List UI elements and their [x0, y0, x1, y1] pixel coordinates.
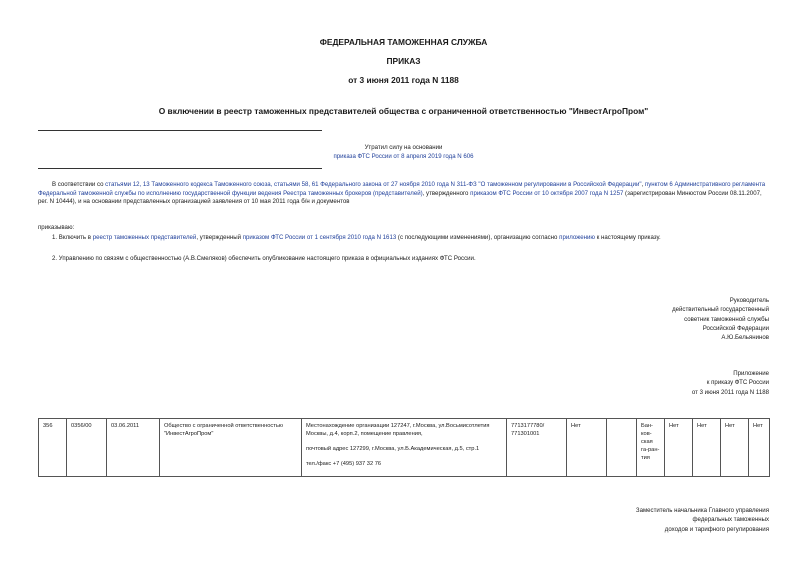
cell-col7: [607, 419, 637, 477]
item-1-text: к настоящему приказу.: [594, 234, 661, 241]
order-1257-link[interactable]: приказом ФТС России от 10 октября 2007 года N 1257: [470, 189, 624, 197]
preamble-text: ,: [641, 181, 645, 188]
address-location: Местонахождение организации 127247, г.Москва, ул.Восьмисотлетия Москвы, д.4, корп.2, помещение правления,: [306, 423, 490, 437]
signature-line: действительный государственный: [672, 306, 769, 314]
cell-col6: Нет: [567, 419, 607, 477]
address-phone: тел./факс +7 (495) 937 32 76: [306, 461, 382, 467]
cell-col12: Нет: [749, 419, 770, 477]
repeal-link[interactable]: приказа ФТС России от 8 апреля 2019 года N 606: [333, 153, 474, 160]
signature-line: советник таможенной службы: [684, 315, 769, 323]
item-2: 2. Управлению по связям с общественностью (А.В.Смеляков) обеспечить опубликование настоящего приказа в официальных изданиях ФТС России.: [52, 255, 476, 262]
appendix-block: [692, 369, 769, 397]
separator-top: [38, 130, 322, 131]
registry-link[interactable]: реестр таможенных представителей: [92, 234, 197, 241]
document-date: от 3 июня 2011 года N 1188: [348, 75, 459, 85]
preamble-text: В соответствии со: [52, 181, 106, 188]
customs-code-link[interactable]: статьями 12, 13 Таможенного кодекса Таможенного союза, статьями 58, 61 Федерального закона от 27 ноября 2010 года N 311-ФЗ "О таможенном регулировании в Российской Федерации": [105, 181, 642, 188]
footer-line: Заместитель начальника Главного управления: [635, 507, 769, 514]
document-type: ПРИКАЗ: [386, 56, 421, 66]
cell-number: 356: [39, 419, 67, 477]
regulation-link[interactable]: пунктом 6 Административного регламента Федеральной таможенной службы по исполнению государственной функции ведения Реестра таможенных брокеров (представителей): [38, 181, 766, 197]
appendix-line: Приложение: [733, 370, 769, 377]
order-1613-link[interactable]: приказом ФТС России от 1 сентября 2010 года N 1613: [242, 234, 397, 241]
signature-line: Российской Федерации: [702, 324, 769, 332]
cell-col9: Нет: [665, 419, 693, 477]
item-1-text: 1. Включить в: [52, 234, 93, 241]
preamble-paragraph: [38, 181, 770, 207]
cell-inn-kpp: 7713177780/ 771301001: [507, 419, 567, 477]
cell-guarantee: Бан-ков-ская га-ран-тия: [637, 419, 665, 477]
signature-block: [672, 296, 769, 342]
preamble-text: , утвержденного: [422, 189, 471, 197]
appendix-line: к приказу ФТС России: [706, 379, 769, 387]
order-word: приказываю:: [38, 224, 75, 231]
cell-col11: Нет: [721, 419, 749, 477]
registry-table: [38, 418, 770, 477]
cell-date: 03.06.2011: [107, 419, 160, 477]
footer-line: федеральных таможенных: [692, 516, 769, 524]
table-row: [39, 419, 770, 477]
appendix-line: от 3 июня 2011 года N 1188: [691, 388, 769, 396]
cell-reg-number: 0356/00: [67, 419, 107, 477]
cell-address: [302, 419, 507, 477]
address-postal: почтовый адрес 127299, г.Москва, ул.Б.Академическая, д.5, стр.1: [306, 446, 480, 452]
footer-signature: [636, 506, 769, 534]
repeal-note: Утратил силу на основании: [364, 144, 443, 151]
preamble-text: (зарегистрирован Минюстом России 08.11.2007, рег. N 10444), и на основании представленных организацией заявления от 10 мая 2011 года б/н и документов: [38, 189, 762, 206]
item-1-text: (с последующими изменениями), организацию согласно: [396, 234, 560, 241]
document-title: О включении в реестр таможенных представителей общества с ограниченной ответственностью "ИнвестАгроПром": [158, 106, 649, 116]
cell-col10: Нет: [693, 419, 721, 477]
cell-organization: Общество с ограниченной ответственностью "ИнвестАгроПром": [160, 419, 302, 477]
signature-name: А.Ю.Бельянинов: [721, 334, 769, 342]
appendix-link[interactable]: приложению: [559, 234, 595, 241]
item-1: [38, 234, 770, 243]
signature-line: Руководитель: [729, 297, 769, 304]
separator-bottom: [38, 168, 322, 169]
item-1-text: , утвержденный: [196, 234, 243, 241]
footer-line: доходов и тарифного регулирования: [664, 525, 769, 533]
agency-name: ФЕДЕРАЛЬНАЯ ТАМОЖЕННАЯ СЛУЖБА: [319, 37, 488, 47]
